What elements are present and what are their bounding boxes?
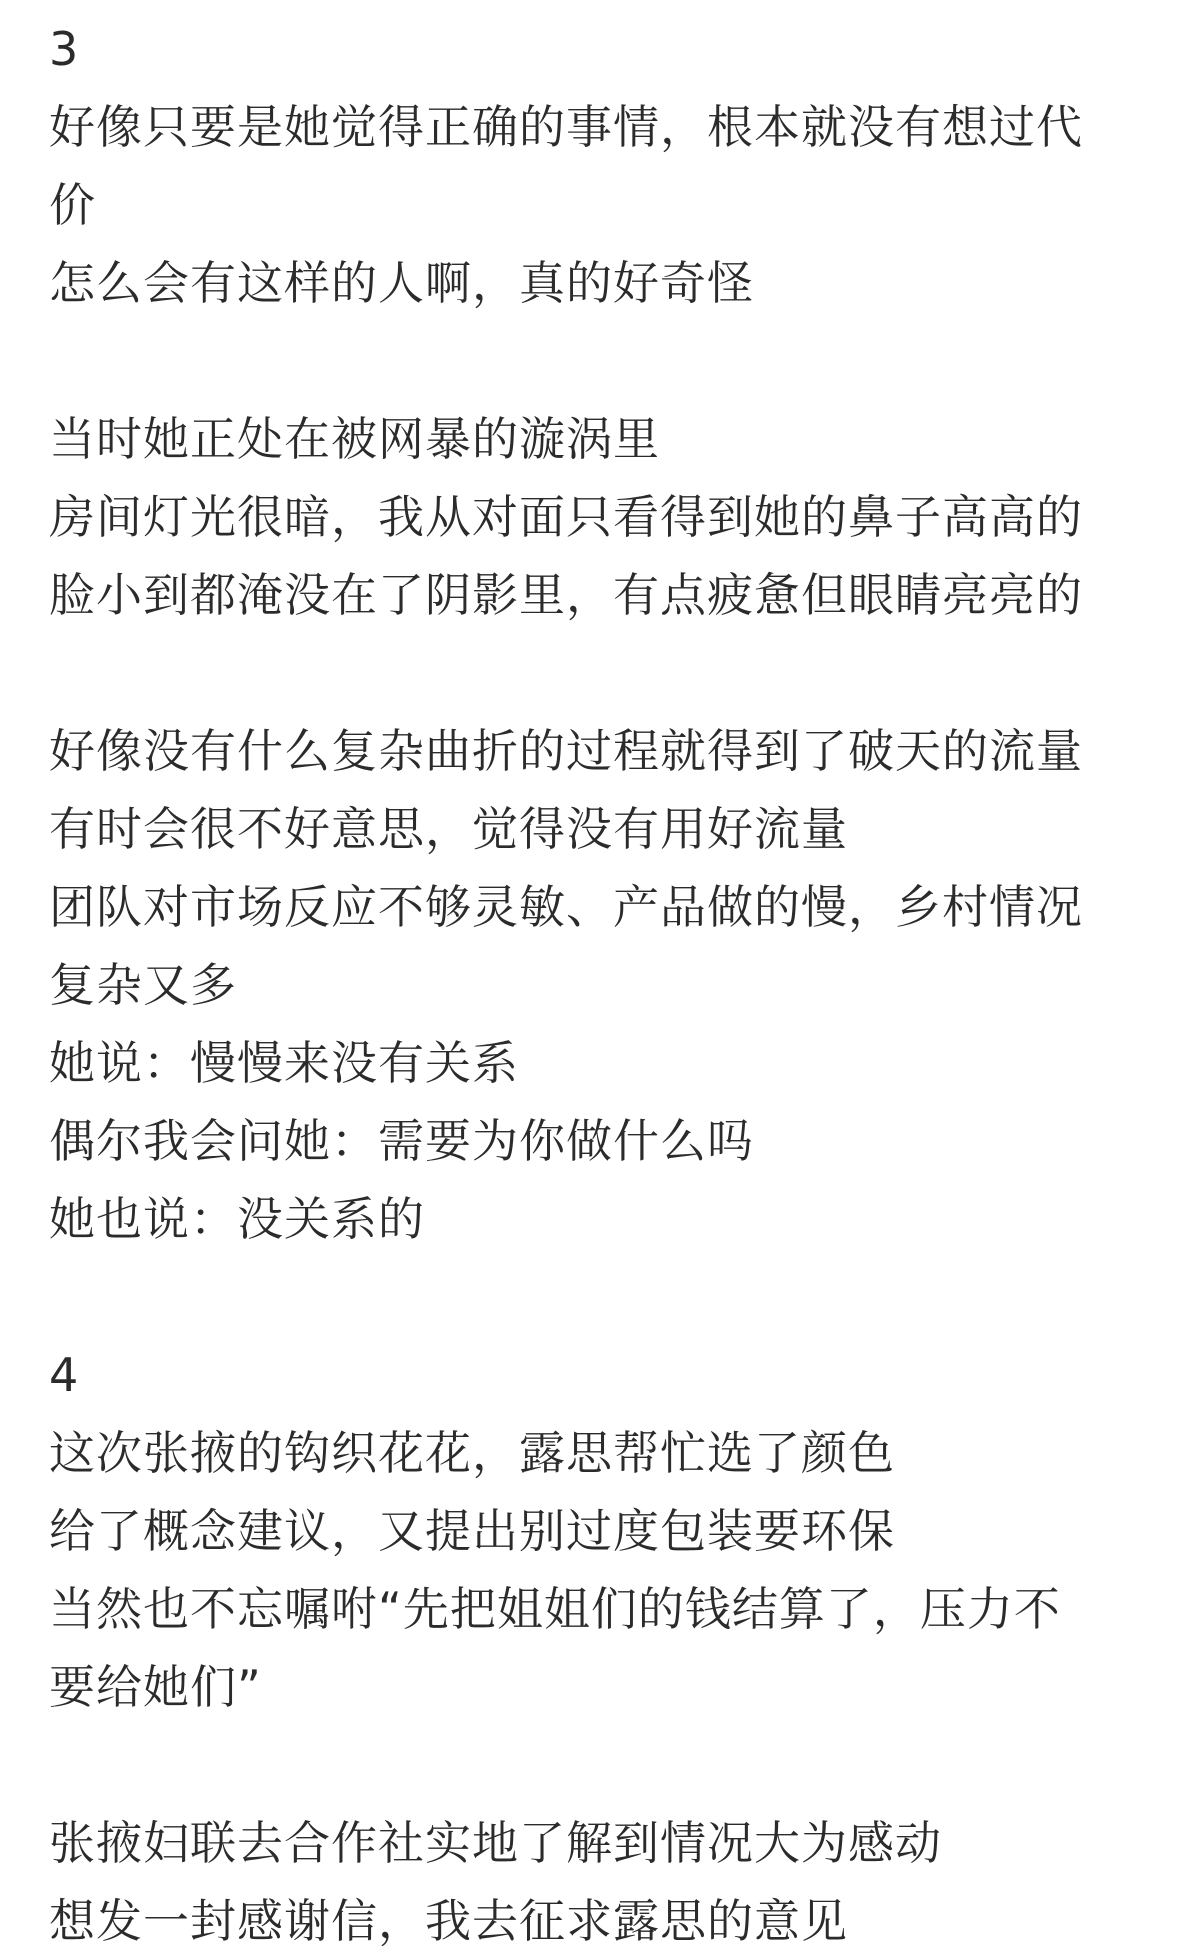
text-line: 好像没有什么复杂曲折的过程就得到了破天的流量	[49, 724, 1083, 778]
paragraph-gap	[49, 634, 1159, 712]
text-line: 要给她们”	[49, 1660, 262, 1714]
text-line: 复杂又多	[49, 958, 237, 1012]
paragraph-gap	[49, 1726, 1159, 1804]
text-line: 这次张掖的钩织花花，露思帮忙选了颜色	[49, 1426, 895, 1480]
text-line: 偶尔我会问她：需要为你做什么吗	[49, 1114, 754, 1168]
text-line: 怎么会有这样的人啊，真的好奇怪	[49, 256, 754, 310]
section-number: 4	[49, 1348, 80, 1402]
paragraph	[49, 712, 1159, 1258]
text-line: 她说：慢慢来没有关系	[49, 1036, 519, 1090]
text-line: 团队对市场反应不够灵敏、产品做的慢，乡村情况	[49, 880, 1083, 934]
paragraph-gap	[49, 1258, 1159, 1336]
article-body	[49, 10, 1159, 1960]
paragraph	[49, 1804, 1159, 1960]
text-line: 她也说：没关系的	[49, 1192, 425, 1246]
text-line: 张掖妇联去合作社实地了解到情况大为感动	[49, 1816, 942, 1870]
paragraph-gap	[49, 322, 1159, 400]
paragraph	[49, 88, 1159, 322]
paragraph	[49, 1414, 1159, 1726]
text-line: 房间灯光很暗，我从对面只看得到她的鼻子高高的	[49, 490, 1083, 544]
text-line: 好像只要是她觉得正确的事情，根本就没有想过代	[49, 100, 1083, 154]
paragraph	[49, 400, 1159, 634]
text-line: 当然也不忘嘱咐“先把姐姐们的钱结算了，压力不	[49, 1582, 1061, 1636]
text-line: 给了概念建议，又提出别过度包装要环保	[49, 1504, 895, 1558]
text-line: 价	[49, 178, 96, 232]
text-line: 脸小到都淹没在了阴影里，有点疲惫但眼睛亮亮的	[49, 568, 1083, 622]
section-number: 3	[49, 22, 80, 76]
text-line: 想发一封感谢信，我去征求露思的意见	[49, 1894, 848, 1948]
text-line: 有时会很不好意思，觉得没有用好流量	[49, 802, 848, 856]
text-line: 当时她正处在被网暴的漩涡里	[49, 412, 660, 466]
